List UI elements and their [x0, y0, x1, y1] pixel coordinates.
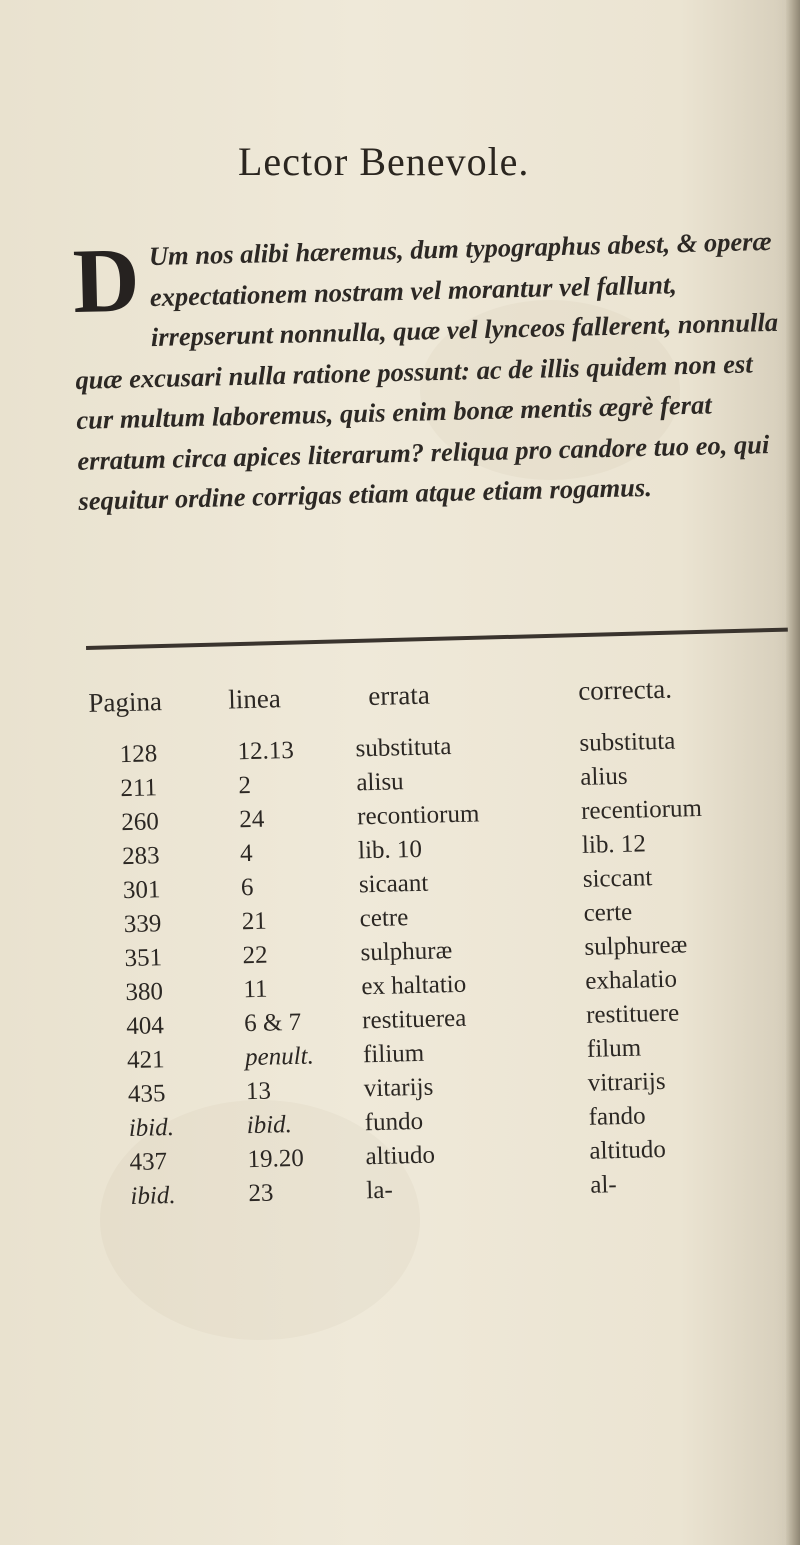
error-cell: la-: [366, 1176, 394, 1205]
correction-cell: recentiorum: [580, 794, 703, 825]
error-cell: sulphuræ: [360, 937, 453, 967]
correction-cell: substituta: [579, 727, 676, 757]
header-errata: errata: [367, 679, 431, 712]
intro-paragraph: [72, 221, 791, 522]
book-spine-edge: [786, 0, 800, 1545]
correction-cell: altitudo: [589, 1135, 667, 1165]
line-cell: 6: [240, 873, 254, 902]
page-cell: 301: [122, 876, 161, 905]
page-cell: 421: [126, 1046, 165, 1075]
header-linea: linea: [227, 683, 282, 715]
correction-cell: restituere: [585, 999, 680, 1029]
page-cell: ibid.: [128, 1113, 175, 1143]
error-cell: ex haltatio: [361, 970, 467, 1001]
errata-table: [84, 671, 797, 1218]
header-pagina: Pagina: [87, 686, 163, 718]
error-cell: vitarijs: [363, 1073, 434, 1103]
error-cell: altiudo: [365, 1141, 436, 1171]
page-cell: 260: [120, 808, 160, 837]
page-cell: ibid.: [130, 1181, 176, 1211]
page-title: Lector Benevole.: [238, 139, 530, 184]
correction-cell: filum: [586, 1034, 642, 1063]
line-cell: 22: [242, 941, 268, 970]
page-cell: 435: [127, 1080, 166, 1109]
correction-cell: al-: [589, 1171, 617, 1199]
line-cell: 6 & 7: [243, 1008, 302, 1038]
page-cell: 283: [121, 842, 160, 871]
line-cell: ibid.: [246, 1111, 293, 1140]
correction-cell: siccant: [582, 864, 653, 893]
correction-cell: fando: [588, 1102, 646, 1131]
line-cell: 11: [243, 975, 268, 1004]
correction-cell: exhalatio: [584, 965, 678, 995]
error-cell: recontiorum: [356, 800, 480, 831]
error-cell: substituta: [355, 733, 452, 763]
page-cell: 211: [120, 774, 158, 803]
line-cell: 13: [245, 1077, 272, 1106]
error-cell: filium: [362, 1039, 425, 1069]
page-cell: 351: [124, 944, 163, 973]
correction-cell: sulphureæ: [584, 931, 688, 961]
page-cell: 437: [129, 1148, 168, 1177]
correction-cell: certe: [583, 898, 633, 927]
dropcap-letter: D: [71, 228, 141, 332]
intro-text: Um nos alibi hæremus, dum typographus abest, & operæ expectationem nostram vel morantur vel fallunt, irrepserunt nonnulla, quæ vel lynceos fallerent, nonnulla quæ excusari nulla ratione possunt: ac de illis quidem non est cur multum laboremus, quis enim bonæ mentis ægrè ferat erratum circa apices literarum? reliqua pro candore tuo eo, qui sequitur ordine corrigas etiam atque etiam rogamus.: [75, 225, 779, 516]
errata-rows: [85, 725, 796, 1218]
page-cell: 128: [119, 740, 158, 769]
error-cell: lib. 10: [357, 835, 423, 865]
line-cell: 19.20: [247, 1144, 305, 1174]
line-cell: 4: [239, 839, 253, 868]
line-cell: penult.: [244, 1042, 315, 1072]
page-cell: 404: [125, 1012, 165, 1041]
correction-cell: vitrarijs: [587, 1067, 666, 1097]
correction-cell: lib. 12: [581, 830, 647, 859]
error-cell: restituerea: [361, 1004, 467, 1035]
line-cell: 24: [238, 805, 265, 834]
line-cell: 2: [238, 771, 252, 800]
error-cell: fundo: [364, 1107, 424, 1137]
correction-cell: alius: [580, 762, 628, 791]
line-cell: 12.13: [237, 736, 295, 766]
page-cell: 339: [123, 910, 162, 939]
page-cell: 380: [125, 978, 164, 1007]
error-cell: sicaant: [358, 869, 429, 899]
line-cell: 21: [241, 907, 268, 936]
header-correcta: correcta.: [577, 673, 673, 706]
error-cell: cetre: [359, 904, 409, 933]
error-cell: alisu: [356, 768, 404, 797]
line-cell: 23: [248, 1179, 274, 1208]
